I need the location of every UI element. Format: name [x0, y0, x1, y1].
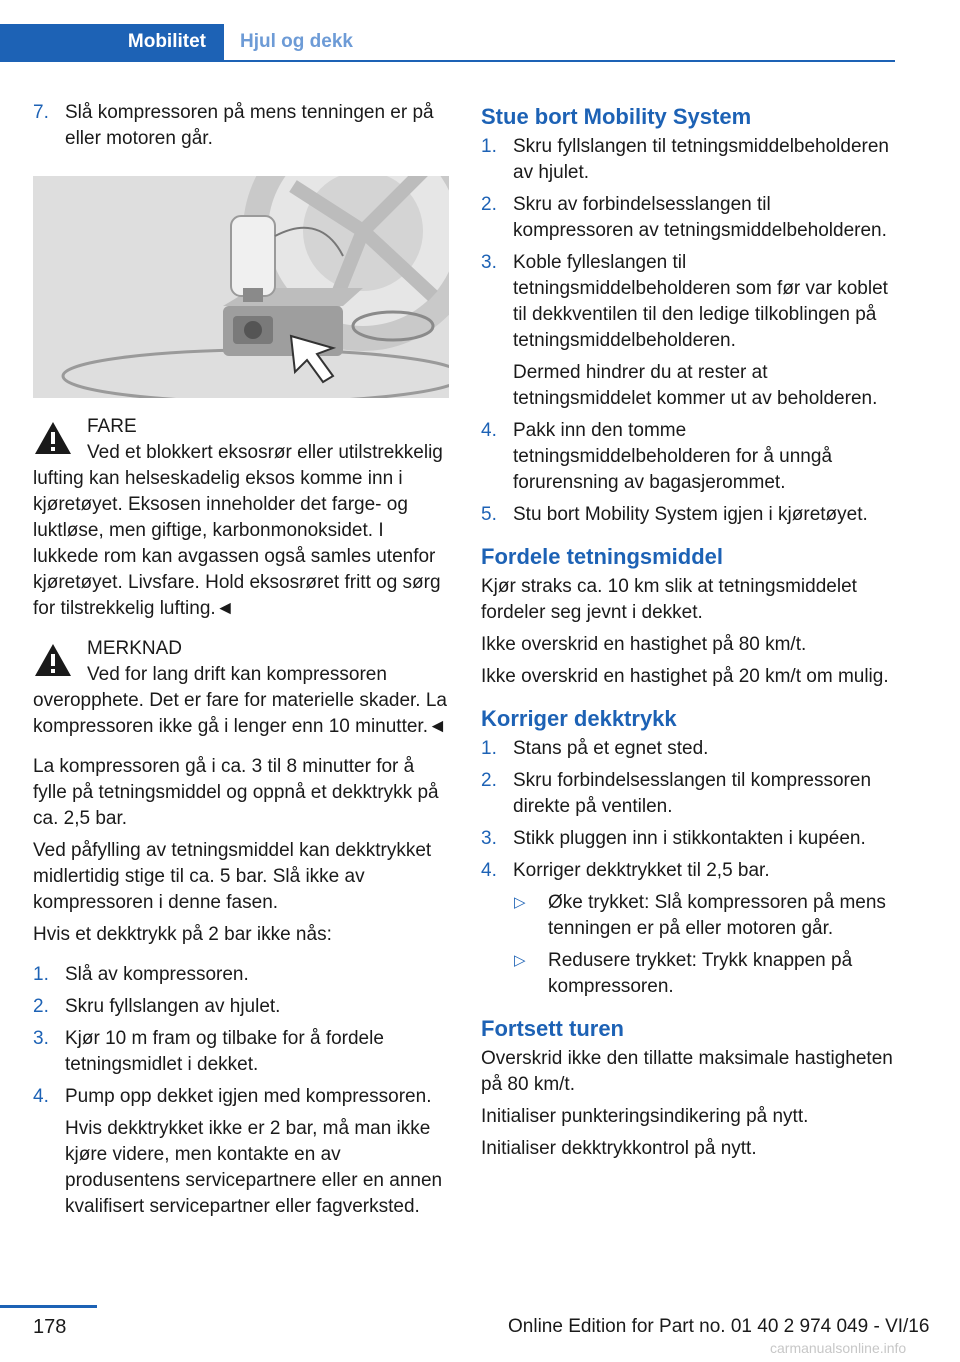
step-number: 4.: [481, 420, 497, 441]
step-number: 4.: [33, 1086, 49, 1107]
warning-notice: [33, 636, 449, 740]
sub-list-item: [514, 948, 895, 1000]
step-text: Skru fyllslangen til tetningsmiddelbeholderen av hjulet.: [513, 136, 890, 183]
step-number: 1.: [33, 964, 49, 985]
step-continuation: Hvis dekktrykket ikke er 2 bar, må man ikke kjøre videre, men kontakte en av produsentens servicepartnere eller en annen kvalifisert servicepartner eller fagverksted.: [65, 1118, 443, 1217]
step-text: Slå av kompressoren.: [65, 964, 249, 985]
step-number: 3.: [33, 1028, 49, 1049]
section-heading-continue: Fortsett turen: [481, 1016, 624, 1041]
paragraph: Ikke overskrid en hastighet på 80 km/t.: [481, 634, 807, 655]
paragraph: Hvis et dekktrykk på 2 bar ikke nås:: [33, 924, 332, 945]
step-number: 1.: [481, 136, 497, 157]
paragraph: Ikke overskrid en hastighet på 20 km/t om mulig.: [481, 666, 889, 687]
warning-text: Ved et blokkert eksosrør eller utilstrekkelig lufting kan helseskadelig eksos komme inn i kjøretøyet. Eksosen inneholder det farge- og luktløse, men giftige, karbonmonoksidet. I lukkede rom kan avgassen også samles utenfor kjøretøyet. Livsfare. Hold eksosrøret fritt og sørg for tilstrekkelig lufting.◄: [33, 442, 443, 619]
step-text: Stans på et egnet sted.: [513, 738, 709, 759]
list-item: [481, 502, 895, 528]
section-heading-correct: Korriger dekktrykk: [481, 706, 677, 731]
step-text: Skru fyllslangen av hjulet.: [65, 996, 281, 1017]
page-number: 178: [33, 1316, 67, 1338]
paragraph: Ved påfylling av tetningsmiddel kan dekktrykket midlertidig stige til ca. 5 bar. Slå ikke av kompressoren i denne fasen.: [33, 840, 432, 913]
paragraph: Overskrid ikke den tillatte maksimale hastigheten på 80 km/t.: [481, 1048, 893, 1095]
section-heading-distribute: Fordele tetningsmiddel: [481, 544, 724, 569]
step-text: Pakk inn den tomme tetningsmiddelbeholderen for å unngå forurensning av bagasjerommet.: [513, 420, 833, 493]
paragraph: Initialiser punkteringsindikering på nytt.: [481, 1106, 809, 1127]
footer-rule: [0, 1305, 97, 1308]
section-heading-stow: Stue bort Mobility System: [481, 104, 752, 129]
sub-list-item: [514, 890, 895, 942]
step-number: 5.: [481, 504, 497, 525]
list-item: [481, 192, 895, 244]
step-continuation: Dermed hindrer du at rester at tetningsmiddelet kommer ut av beholderen.: [513, 362, 878, 409]
sub-item-text: Øke trykket: Slå kompressoren på mens tenningen er på eller motoren går.: [548, 892, 886, 939]
warning-danger: [33, 414, 449, 622]
section-tab-mobilitet: Mobilitet: [0, 24, 224, 60]
step-number: 3.: [481, 252, 497, 273]
triangle-bullet-icon: ▷: [514, 952, 526, 969]
left-column: [33, 100, 449, 1226]
step-number: 4.: [481, 860, 497, 881]
list-item: [33, 1084, 449, 1220]
compressor-photo: [33, 176, 449, 398]
sub-list: [514, 890, 895, 1000]
list-item: [33, 962, 449, 988]
list-item: [481, 826, 895, 852]
section-tab-hjul-og-dekk: Hjul og dekk: [240, 31, 353, 52]
paragraph: La kompressoren gå i ca. 3 til 8 minutter for å fylle på tetningsmiddel og oppnå et dekktrykk på ca. 2,5 bar.: [33, 756, 439, 829]
step-text: Korriger dekktrykket til 2,5 bar.: [513, 860, 770, 881]
edition-note: Online Edition for Part no. 01 40 2 974 049 - VI/16: [508, 1316, 930, 1337]
list-item: [481, 736, 895, 762]
compressor-illustration: [33, 176, 449, 398]
warning-heading: FARE: [87, 416, 137, 437]
step-text: Pump opp dekket igjen med kompressoren.: [65, 1086, 432, 1107]
watermark: carmanualsonline.info: [770, 1340, 907, 1356]
notice-text: Ved for lang drift kan kompressoren overopphete. Det er fare for materielle skader. La kompressoren ikke gå i lenger enn 10 minutter.◄: [33, 664, 448, 737]
notice-heading: MERKNAD: [87, 638, 183, 659]
running-header: [0, 24, 895, 62]
step-text: Stikk pluggen inn i stikkontakten i kupéen.: [513, 828, 866, 849]
list-item: [481, 858, 895, 884]
step-number: 2.: [33, 996, 49, 1017]
header-rule: [0, 60, 895, 62]
paragraph: Initialiser dekktrykkontrol på nytt.: [481, 1138, 757, 1159]
list-item: [481, 768, 895, 820]
paragraph: Kjør straks ca. 10 km slik at tetningsmiddelet fordeler seg jevnt i dekket.: [481, 576, 857, 623]
step-text: Stu bort Mobility System igjen i kjøretøyet.: [513, 504, 868, 525]
step-7: [33, 100, 449, 152]
list-item: [481, 134, 895, 186]
step-text: Skru av forbindelsesslangen til kompressoren av tetningsmiddelbeholderen.: [513, 194, 887, 241]
list-item: [481, 418, 895, 496]
step-text: Slå kompressoren på mens tenningen er på eller motoren går.: [65, 102, 434, 149]
triangle-bullet-icon: ▷: [514, 894, 526, 911]
step-number: 2.: [481, 194, 497, 215]
warning-triangle-icon: [33, 420, 73, 456]
step-number: 2.: [481, 770, 497, 791]
step-text: Koble fylleslangen til tetningsmiddelbeholderen som før var koblet til dekkventilen til den ledige tilkoblingen på tetningsmiddelbeholderen.: [513, 252, 888, 351]
step-text: Kjør 10 m fram og tilbake for å fordele tetningsmidlet i dekket.: [65, 1028, 384, 1075]
list-item: [481, 250, 895, 412]
warning-triangle-icon: [33, 642, 73, 678]
right-column: [481, 100, 895, 1168]
list-item: [33, 1026, 449, 1078]
step-text: Skru forbindelsesslangen til kompressoren direkte på ventilen.: [513, 770, 872, 817]
step-number: 7.: [33, 102, 49, 123]
step-number: 3.: [481, 828, 497, 849]
list-item: [33, 994, 449, 1020]
sub-item-text: Redusere trykket: Trykk knappen på kompressoren.: [548, 950, 853, 997]
step-number: 1.: [481, 738, 497, 759]
